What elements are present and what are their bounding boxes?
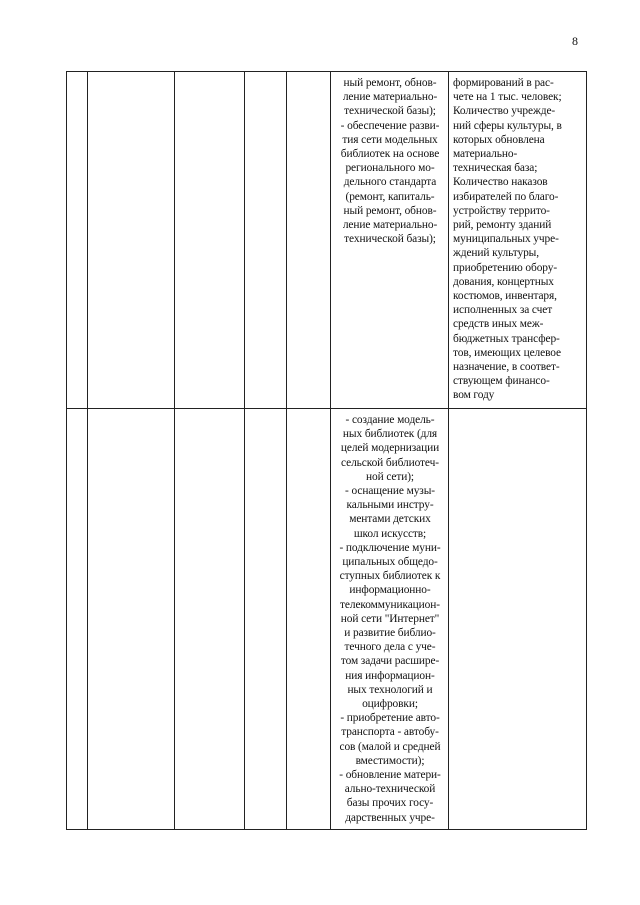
activities-text: ный ремонт, обнов- ление материально- технической базы); - обеспечение разви- тия сети модельных библиотек на основе регионального мо- дельного стандарта (ремонт, капиталь- ный ремонт, обнов- ление материально- технической базы);: [340, 77, 440, 246]
activities-cell: [331, 409, 449, 830]
empty-cell: [175, 409, 245, 830]
activities-cell: [331, 72, 449, 409]
document-table: [66, 71, 587, 830]
empty-cell: [67, 72, 88, 409]
empty-cell: [67, 409, 88, 830]
empty-cell: [175, 72, 245, 409]
empty-cell: [88, 409, 175, 830]
activities-text: - создание модель- ных библиотек (для целей модернизации сельской библиотеч- ной сети); - оснащение музы- кальными инстру- ментами детских школ искусств; - подключение муни- ципальных общедо- ступных библиотек к информационно- телекоммуникацион- ной сети "Интернет" и развитие библио- течного дела с уче- том задачи расшире- ния информацион- ных технологий и оцифровки; - приобретение авто- транспорта - автобу- сов (малой и средней вместимости); - обновление матери- ально-технической базы прочих госу- дарственных учре-: [339, 414, 441, 824]
indicators-text: формирований в рас- чете на 1 тыс. человек; Количество учрежде- ний сферы культуры, в которых обновлена материально- техническая база; Количество наказов избирателей по благо- устройству террито- рий, ремонту зданий муниципальных учре- ждений культуры, приобретению обору- дования, концертных костюмов, инвентаря, исполненных за счет средств иных меж- бюджетных трансфер- тов, имеющих целевое назначение, в соответ- ствующем финансо- вом году: [453, 77, 562, 402]
indicators-text: [449, 409, 586, 413]
indicators-cell: [449, 72, 587, 409]
empty-cell: [287, 72, 331, 409]
page-number: 8: [572, 34, 578, 48]
table-row: [67, 409, 587, 830]
empty-cell: [245, 72, 287, 409]
indicators-cell: [449, 409, 587, 830]
empty-cell: [245, 409, 287, 830]
empty-cell: [287, 409, 331, 830]
empty-cell: [88, 72, 175, 409]
table-row: [67, 72, 587, 409]
